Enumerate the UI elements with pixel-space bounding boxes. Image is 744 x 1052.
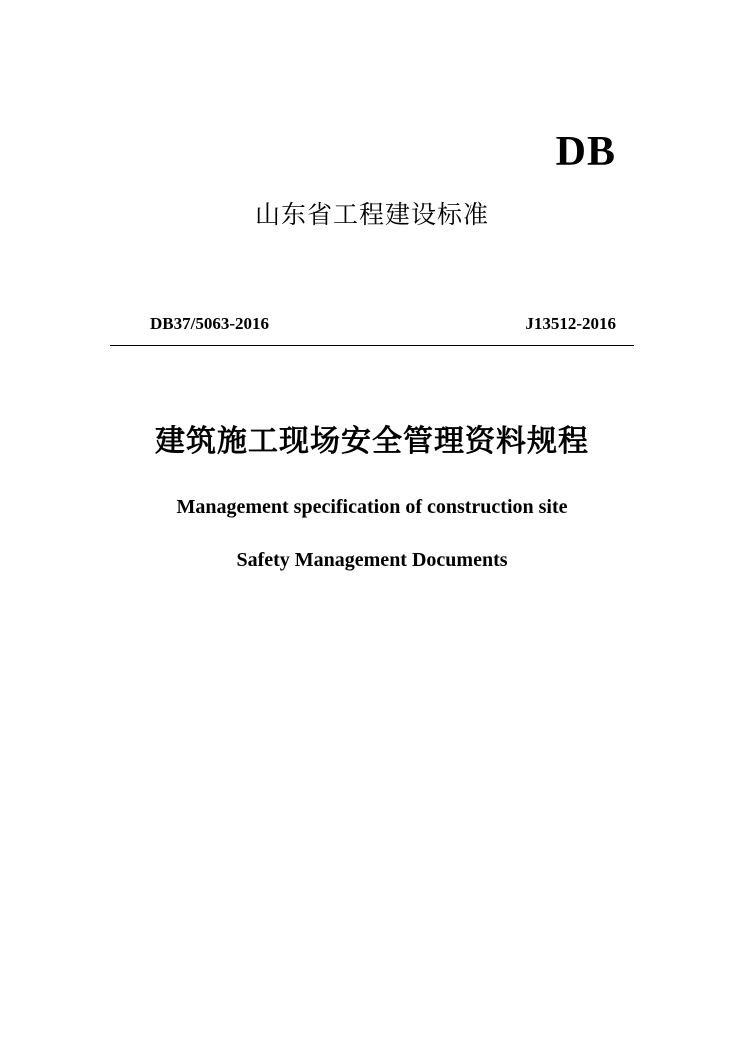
standard-codes-row [150, 314, 616, 334]
document-title-chinese: 建筑施工现场安全管理资料规程 [155, 424, 589, 459]
db-standard-mark: DB [555, 129, 616, 175]
record-number: J13512-2016 [525, 314, 616, 333]
standard-number: DB37/5063-2016 [150, 314, 269, 333]
document-title-english-line1: Management specification of construction site [176, 496, 568, 518]
horizontal-divider [110, 345, 634, 346]
document-title-english-line2: Safety Management Documents [236, 549, 508, 571]
standard-category-heading: 山东省工程建设标准 [254, 200, 489, 229]
